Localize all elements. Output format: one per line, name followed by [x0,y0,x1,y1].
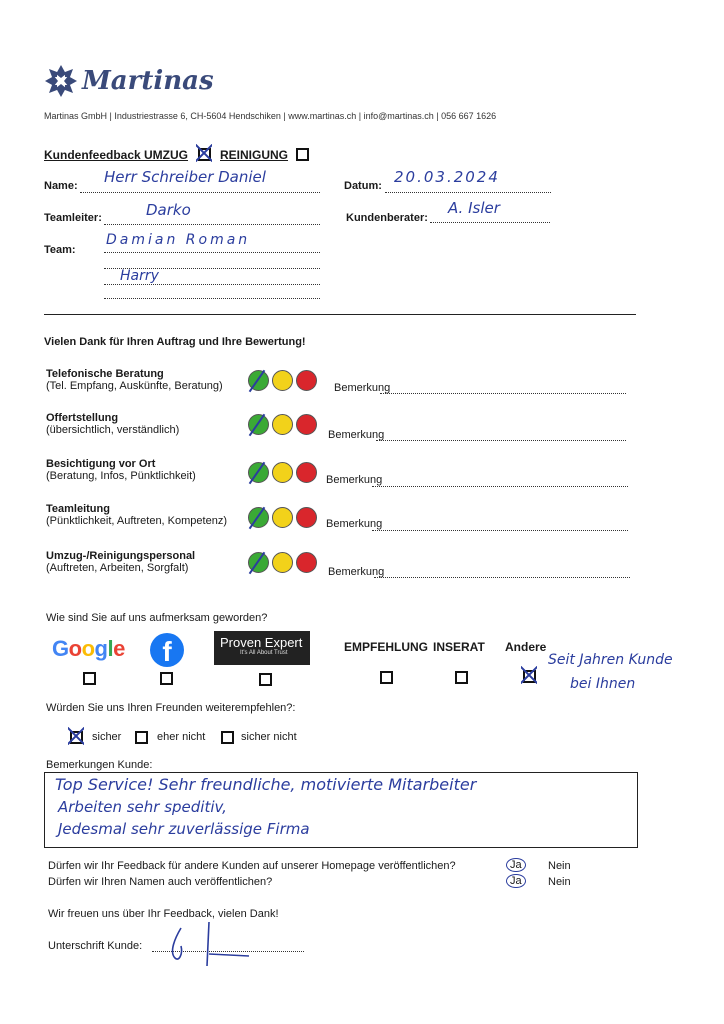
criteria-subtitle: (Beratung, Infos, Pünktlichkeit) [46,470,196,482]
criteria-title: Umzug-/Reinigungspersonal [46,550,196,562]
remark-line[interactable] [376,440,626,441]
form-title-text: Kundenfeedback UMZUG [44,148,189,162]
thanks-heading: Vielen Dank für Ihren Auftrag und Ihre Bewertung! [44,336,306,348]
criteria-title: Besichtigung vor Ort [46,458,156,470]
teamleader-label: Teamleiter: [44,212,102,224]
team-line-3 [104,284,320,285]
recommend-question: Würden Sie uns Ihren Freunden weiterempfehlen?: [46,702,296,714]
advisor-label: Kundenberater: [346,212,428,224]
remark-label: Bemerkung [326,518,383,530]
recommend-sure-label: sicher [92,731,122,743]
comments-line-1: Top Service! Sehr freundliche, motivierte Mitarbeiter [55,775,477,794]
rating-neutral-icon[interactable] [272,507,293,528]
signature-scribble [165,918,255,968]
rating-neutral-icon[interactable] [272,462,293,483]
remark-label: Bemerkung [328,566,385,578]
consent-yes-1: Ja [506,858,526,872]
criteria-title: Teamleitung [46,503,110,515]
address-line: Martinas GmbH | Industriestrasse 6, CH-5604 Hendschiken | www.martinas.ch | info@martinas.ch | 056 667 1626 [44,111,497,121]
remark-line[interactable] [380,393,626,394]
comments-line-2: Arbeiten sehr speditiv, [58,798,227,816]
teamleader-line [104,224,320,225]
criteria-row [46,503,646,539]
date-value: 20.03.2024 [394,168,500,186]
recommendation-label: EMPFEHLUNG [344,640,428,654]
remark-line[interactable] [374,577,630,578]
remark-line[interactable] [372,486,628,487]
consent-yes-2: Ja [506,874,526,888]
logo-mark-icon [44,64,78,98]
consent-question-2: Dürfen wir Ihren Namen auch veröffentlichen? [48,876,273,888]
advisor-line [430,222,550,223]
google-logo [52,636,125,662]
team-label: Team: [44,244,76,256]
rating-bad-icon[interactable] [296,507,317,528]
ad-checkbox[interactable] [455,671,468,684]
recommend-sure-checkbox[interactable] [70,731,83,744]
criteria-subtitle: (Tel. Empfang, Auskünfte, Beratung) [46,380,223,392]
reinigung-label: REINIGUNG [220,148,289,162]
proven-expert-logo [214,631,310,665]
date-label: Datum: [344,180,382,192]
team-member-1: Damian Roman [106,232,251,248]
ad-label: INSERAT [433,640,485,654]
reinigung-checkbox[interactable] [296,148,309,161]
criteria-title: Telefonische Beratung [46,368,164,380]
google-checkbox[interactable] [83,672,96,685]
rating-bad-icon[interactable] [296,414,317,435]
name-line [80,192,320,193]
criteria-title: Offertstellung [46,412,119,424]
criteria-row [46,550,646,586]
rating-neutral-icon[interactable] [272,552,293,573]
rating-neutral-icon[interactable] [272,414,293,435]
rating-bad-icon[interactable] [296,462,317,483]
consent-no-1: Nein [548,860,571,872]
form-title [44,148,188,162]
recommendation-checkbox[interactable] [380,671,393,684]
remark-line[interactable] [372,530,628,531]
consent-no-2: Nein [548,876,571,888]
facebook-checkbox[interactable] [160,672,173,685]
other-checkbox[interactable] [523,670,536,683]
other-note-line-2: bei Ihnen [570,676,636,692]
team-member-2: Harry [120,268,159,284]
other-label: Andere [505,640,547,654]
remark-label: Bemerkung [328,429,385,441]
rating-neutral-icon[interactable] [272,370,293,391]
advisor-value: A. Isler [448,199,500,217]
team-line-4 [104,298,320,299]
signature-label: Unterschrift Kunde: [48,940,143,952]
recommend-rather-not-label: eher nicht [157,731,206,743]
teamleader-value: Darko [146,201,191,219]
date-line [385,192,551,193]
proven-expert-name: Proven Expert [220,635,303,650]
other-note-line-1: Seit Jahren Kunde [548,652,673,668]
proven-expert-checkbox[interactable] [259,673,272,686]
name-value: Herr Schreiber Daniel [104,168,266,186]
recommend-surely-not-checkbox[interactable] [221,731,234,744]
rating-bad-icon[interactable] [296,370,317,391]
closing-text: Wir freuen uns über Ihr Feedback, vielen Dank! [48,908,279,920]
recommend-rather-not-checkbox[interactable] [135,731,148,744]
proven-expert-tagline: It's All About Trust [240,650,288,656]
source-question: Wie sind Sie auf uns aufmerksam geworden? [46,612,268,624]
comments-line-3: Jedesmal sehr zuverlässige Firma [58,820,310,838]
name-label: Name: [44,180,78,192]
section-divider [44,314,636,315]
criteria-subtitle: (Pünktlichkeit, Auftreten, Kompetenz) [46,515,227,527]
brand-name: Martinas [82,66,214,96]
brand-logo [44,64,214,103]
remark-label: Bemerkung [326,474,383,486]
facebook-icon-glyph: f [162,636,172,667]
criteria-row [46,458,646,494]
recommend-surely-not-label: sicher nicht [241,731,297,743]
criteria-subtitle: (Auftreten, Arbeiten, Sorgfalt) [46,562,189,574]
criteria-row [46,368,646,404]
criteria-subtitle: (übersichtlich, verständlich) [46,424,180,436]
rating-bad-icon[interactable] [296,552,317,573]
team-line-1 [104,252,320,253]
google-logo-text: Google [52,636,125,661]
criteria-row [46,412,646,448]
remark-label: Bemerkung [334,382,391,394]
consent-question-1: Dürfen wir Ihr Feedback für andere Kunden auf unserer Homepage veröffentlichen? [48,860,456,872]
umzug-checkbox[interactable] [198,148,211,161]
comments-label: Bemerkungen Kunde: [46,759,153,771]
facebook-icon [150,633,184,667]
